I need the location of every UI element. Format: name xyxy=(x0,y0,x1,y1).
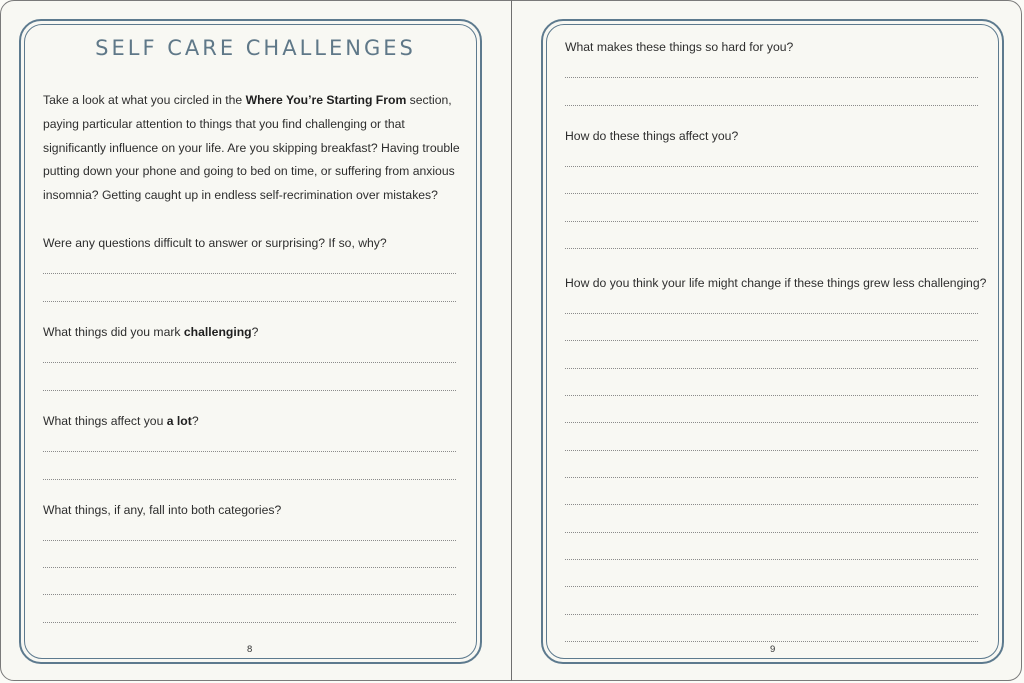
question-affect-a-lot: What things affect you a lot? xyxy=(43,414,199,428)
answer-line[interactable] xyxy=(565,77,978,78)
answer-line[interactable] xyxy=(565,477,978,478)
answer-line[interactable] xyxy=(565,340,978,341)
page-number: 9 xyxy=(770,644,776,655)
answer-line[interactable] xyxy=(565,221,978,222)
page-number: 8 xyxy=(247,644,253,655)
answer-line[interactable] xyxy=(565,105,978,106)
answer-line[interactable] xyxy=(43,594,456,595)
answer-line[interactable] xyxy=(565,368,978,369)
answer-line[interactable] xyxy=(43,540,456,541)
answer-line[interactable] xyxy=(565,559,978,560)
answer-line[interactable] xyxy=(565,532,978,533)
answer-line[interactable] xyxy=(43,479,456,480)
question-how-affect: How do these things affect you? xyxy=(565,129,739,143)
question-difficult-surprising: Were any questions difficult to answer or surprising? If so, why? xyxy=(43,236,387,250)
answer-line[interactable] xyxy=(43,451,456,452)
answer-line[interactable] xyxy=(43,362,456,363)
question-life-change: How do you think your life might change if these things grew less challenging? xyxy=(565,276,987,290)
question-both-categories: What things, if any, fall into both categories? xyxy=(43,503,282,517)
answer-line[interactable] xyxy=(565,313,978,314)
question-why-hard: What makes these things so hard for you? xyxy=(565,40,794,54)
answer-line[interactable] xyxy=(565,395,978,396)
answer-line[interactable] xyxy=(43,301,456,302)
answer-line[interactable] xyxy=(565,586,978,587)
answer-line[interactable] xyxy=(565,248,978,249)
answer-line[interactable] xyxy=(43,273,456,274)
answer-line[interactable] xyxy=(43,567,456,568)
answer-line[interactable] xyxy=(565,450,978,451)
answer-line[interactable] xyxy=(565,422,978,423)
answer-line[interactable] xyxy=(43,390,456,391)
left-page xyxy=(0,0,511,681)
right-page-frame xyxy=(541,19,1004,664)
answer-line[interactable] xyxy=(565,614,978,615)
answer-line[interactable] xyxy=(565,193,978,194)
answer-line[interactable] xyxy=(565,641,978,642)
answer-line[interactable] xyxy=(43,622,456,623)
page-title: SELF CARE CHALLENGES xyxy=(95,36,416,60)
question-marked-challenging: What things did you mark challenging? xyxy=(43,325,259,339)
answer-line[interactable] xyxy=(565,166,978,167)
intro-paragraph: Take a look at what you circled in the Where You’re Starting From section, paying particular attention to things that you find challenging or that significantly influence on your life. Are you skipping breakfast? Having trouble putting down your phone and going to bed on time, or suffering from anxious insomnia? Getting caught up in endless self-recrimination over mistakes? xyxy=(43,93,460,203)
intro-bold-section-name: Where You’re Starting From xyxy=(245,93,407,107)
right-page xyxy=(512,0,1022,681)
answer-line[interactable] xyxy=(565,504,978,505)
